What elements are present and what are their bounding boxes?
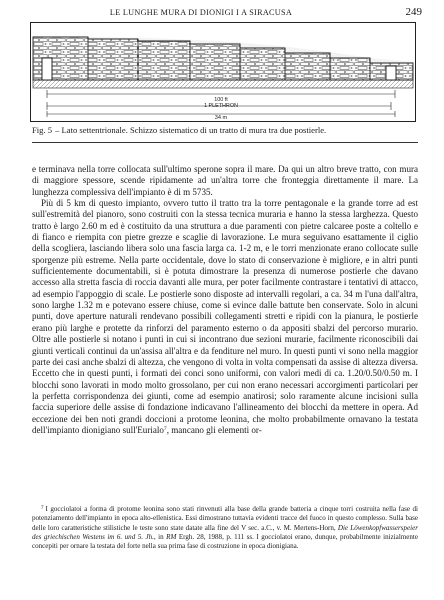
footnote-cited-title: Die Löwenkopfwasserspeier des griechischen Westens im 6. und 5. Jh.	[32, 523, 418, 542]
figure-caption	[32, 125, 424, 136]
running-head: LE LUNGHE MURA DI DIONIGI I A SIRACUSA	[109, 8, 293, 17]
wall-sketch-figure	[30, 22, 416, 122]
page-header	[26, 7, 422, 21]
scale-label-ft: 100 ft	[214, 97, 228, 103]
footnote-number: 7	[41, 505, 44, 511]
paragraph-2-text: Più di 5 km di questo impianto, ovvero tutto il tratto tra la torre pentagonale e la grande torre ad est sull'estremità del pianoro, sono costruiti con la stessa tecnica muraria e hanno la stessa larghezza. Questo tratto è largo 2.60 m ed è costituito da una struttura a due paramenti con pietre calcaree poste a coltello e di fianco e riempita con pietre grezze e scaglie di lavorazione. Le mura seguivano esattamente il ciglio della scogliera, lasciando libera solo una fascia larga ca. 1-2 m, e le torri menzionate erano collocate sulle sporgenze più estreme. Nella parte occidentale, dove lo stato di conservazione è migliore, e in altri punti sufficientemente documentabili, si è potuta dimostrare la presenza di numerose postierle che davano accesso alla stretta fascia di roccia davanti alle mura, per poter facilmente contrastare i tentativi di attacco, ad esempio l'appoggio di scale. Le postierle sono disposte ad intervalli regolari, a ca. 34 m l'una dall'altra, sono larghe 1.32 m e potevano essere chiuse, come si evince dalle battute ben conservate. Solo in alcuni punti, dove aperture naturali rendevano possibili collegamenti stretti e ripidi con la pianura, le postierle erano più larghe e protette da rinforzi del paramento esterno o da appositi sbalzi del percorso murario. Oltre alle postierle si notano i punti in cui si incontrano due sezioni murarie, facilmente riconoscibili dai giunti verticali continui da un'assisa all'altra e da fenditure nel muro. In questi punti vi sono nella maggior parte dei casi anche sbalzi di altezza, che vengono di volta in volta compensati da assise di altezza diversa. Eccetto che in questi punti, i formati dei conci sono uniformi, con valori medi di ca. 1.20/0.50/0.50 m. I blocchi sono lavorati in modo molto grossolano, per cui non erano necessari accorgimenti particolari per la perfetta corrispondenza dei giunti, come ad esempio anatirosi; solo raramente alcune incisioni sulla faccia superiore delle assise di fondazione indicavano l'allineamento dei blocchi da mettere in opera. Ad eccezione dei ben noti grandi doccioni a protome leonina, che molto probabilmente ornavano la testata dell'impianto dionigiano sull'Eurialo	[32, 198, 418, 435]
caption-rule	[32, 142, 418, 143]
page-number: 249	[405, 6, 422, 18]
paragraph-2-tail: , mancano gli elementi or-	[166, 424, 262, 435]
postern-right	[386, 66, 396, 80]
paragraph-2	[32, 198, 418, 436]
footnote-7	[32, 505, 418, 552]
footnote-text-b: , in	[153, 533, 167, 542]
paragraph-1: e terminava nella torre collocata sull'ultimo sperone sopra il mare. Da qui un altro breve tratto, con mura di maggiore spessore, scende ripidamente ad un'altra torre che fronteggia direttamente il mare. La lunghezza complessiva dell'impianto è di m 5735.	[32, 164, 418, 197]
footnote-journal: RM	[166, 533, 177, 542]
body-text	[32, 164, 418, 436]
caption-text: – Lato settentrionale. Schizzo sistematico di un tratto di mura tra due postierle.	[55, 125, 327, 135]
caption-label: Fig. 5	[32, 125, 53, 135]
scale-label-m: 34 m	[214, 115, 228, 121]
footnote-text-c: Ergh. 28, 1988, p. 111 ss. I gocciolatoi erano, dunque, probabilmente inizialmente concepiti per ornare la testata del forte nella sua prima fase di costruzione in epoca dionigiana.	[32, 533, 418, 551]
wall-sketch-drawing	[30, 22, 416, 122]
postern-left	[42, 58, 52, 80]
footnote-text-a: I gocciolatoi a forma di protome leonina sono stati rinvenuti alla base della grande batteria a cinque torri costruita nella fase di potenziamento dell'impianto in epoca alto-ellenistica. Essi dimostrano tuttavia evidenti tracce del fuoco in questo complesso. Sulla base delle loro caratteristiche stilistiche le teste sono state datate alla fine del V sec. a.C., v. M. Mertens-Horn,	[32, 505, 418, 532]
footnote-reference[interactable]: 7	[163, 425, 167, 432]
scale-label-plethron: 1 PLETHRON	[204, 103, 238, 109]
foundation-band	[33, 80, 413, 88]
